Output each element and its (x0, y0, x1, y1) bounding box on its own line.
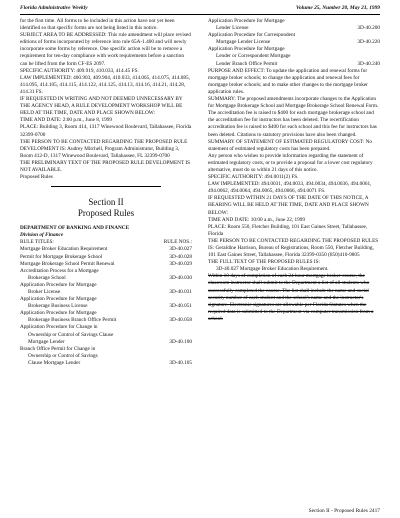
requested-paragraph: IF REQUESTED WITHIN 21 DAYS OF THE DATE OF THIS NOTICE, A HEARING WILL BE HELD AT THE TIME, DATE AND PLACE SHOWN BELOW: (208, 195, 369, 216)
rule-number: 3D-40.029 (169, 260, 192, 267)
rule-row (208, 53, 380, 60)
law-paragraph: LAW IMPLEMENTED: 400.903, 409.904, 410.033, 414.065, 414.075, 414.085, 414.095, 414.105, 414.115, 414.122, 414.125, 414.13, 414.16, 414.21, 414.28, 414.31 FS. (20, 74, 190, 95)
rule-title: Brokerage Business License (28, 303, 88, 310)
rule-row (20, 339, 192, 346)
place-paragraph: PLACE: Building 3, Room 414, 1317 Winewood Boulevard, Tallahassee, Florida 32399-0700 (20, 124, 192, 138)
rule-title: Application Procedure for Mortgage (20, 296, 97, 303)
rule-number: 3D-40.051 (169, 303, 192, 310)
rule-table-header (20, 239, 192, 246)
section-divider (51, 186, 161, 187)
issue-info: Volume 25, Number 20, May 21, 1999 (295, 5, 380, 11)
contact-paragraph: THE PERSON TO BE CONTACTED REGARDING THE PROPOSED RULE DEVELOPMENT IS: Audrey Mitchell, Program Administrator, Building 3, Room 412-D, 1317 Winewood Boulevard, Tallahassee, FL 32399-0700 (20, 138, 188, 159)
rule-row (20, 268, 192, 275)
rule-row (20, 246, 192, 253)
rule-title: Application Procedure for Mortgage (208, 46, 285, 53)
full-text-label: THE FULL TEXT OF THE PROPOSED RULES IS: (208, 259, 320, 266)
rule-title: Application Procedure for Mortgage (208, 18, 285, 24)
proposed-label: Proposed Rules (20, 174, 53, 181)
left-column (20, 18, 192, 367)
rule-row (20, 324, 192, 331)
rule-row (20, 275, 192, 282)
rule-row (20, 254, 192, 261)
law-paragraph: LAW IMPLEMENTED: 494.0031, 494.0033, 494.0034, 494.0036, 494.0061, 494.0062, 494.0064, 494.0065, 494.0066, 494.0071 FS. (208, 181, 372, 195)
contact-paragraph: THE PERSON TO BE CONTACTED REGARDING THE PROPOSED RULES IS: Geraldine Harrison, Bureau of Registrations, Room 550, Fletcher Building, 101 East Gaines Street, Tallahassee, Florida 32399-0350 (850)410-9805 (208, 237, 379, 259)
rule-number: 3D-40.027 (169, 246, 192, 253)
rule-title: Application Procedure for Mortgage (20, 310, 97, 317)
rule-number: 3D-40.028 (169, 253, 192, 260)
rule-title: Mortgage Brokerage School Permit Renewal (20, 260, 115, 267)
rule-title: Mortgage Broker Education Requirement (20, 246, 108, 253)
any-person-paragraph: Any person who wishes to provide information regarding the statement of estimated regulatory costs, or to provide a proposal for a lower cost regulatory alternative, must do so within 21 days of this notice. (208, 152, 373, 173)
rule-row (20, 296, 192, 303)
rule-row (20, 360, 192, 367)
purpose-paragraph: PURPOSE AND EFFECT: To update the application and renewal forms for mortgage broker schools; to change the application and renewal fees for mortgage broker schools; and to make other changes to the mortgage broker application rules. (208, 67, 368, 95)
rule-heading: 3D-40.027 Mortgage Broker Education Requirement. (216, 266, 329, 273)
division-name: Division of Finance (20, 232, 64, 239)
rule-title: Brokerage School (28, 274, 66, 281)
rule-titles-header: RULE TITLES: (20, 239, 54, 246)
rule-number: 3D-40.100 (169, 338, 192, 345)
page-footer: Section II - Proposed Rules 2417 (308, 508, 380, 514)
rule-title: Ownership or Control of Savings (28, 352, 98, 359)
section-title: Proposed Rules (77, 208, 135, 219)
rule-row (20, 332, 192, 339)
rule-row (20, 261, 192, 268)
rule-title: Lender or Correspondent Mortgage (216, 53, 291, 60)
rule-row (20, 353, 192, 360)
struck-text: Within 10 days of completion of each 24 hour mortgage broker course, the classroom instructor shall submit to the Department a list of all students who successfully completed the course. The list shall include the name and social security number of each student and the school's name and the instructor's signature. Electronic signatures are allowable per Florida Statutes when the required data is submitted to the Department via computer transmission from a school. (208, 273, 374, 322)
rule-title: Broker License (28, 289, 61, 295)
rule-number: 3D-40.105 (169, 359, 192, 366)
rule-title: Mortgage Lender License (216, 39, 271, 46)
rule-title: Mortgage Lender (28, 338, 65, 345)
requested-paragraph: IF REQUESTED IN WRITING AND NOT DEEMED UNNECESSARY BY THE AGENCY HEAD, A RULE DEVELOPMENT WORKSHOP WILL BE HELD AT THE TIME, DATE AND PLACE SHOWN BELOW: (20, 96, 183, 117)
authority-paragraph: SPECIFIC AUTHORITY: 409.919, 410.033, 414.45 FS. (20, 67, 139, 74)
rule-number: 3D-40.200 (357, 25, 380, 32)
rule-title: Application Procedure for Change in (20, 324, 98, 331)
rule-list-left (20, 246, 192, 367)
rule-title: Clause Mortgage Lender (28, 359, 81, 366)
rule-row (20, 282, 192, 289)
rule-title: Lender Branch Office Permit (216, 60, 278, 67)
rule-number: 3D-40.031 (169, 289, 192, 295)
section-heading (20, 197, 192, 219)
summary-paragraph: SUMMARY: The proposed amendments incorporate changes to the Application for Mortgage Brokerage School and Mortgage Brokerage School Renewal Form. The accreditation fee is raised to $400 for each mortgage brokerage school and the accreditation fee for instructors has been deleted. The recertification accreditation fee is raised to $400 for each school and this fee for instructors has been deleted. Citations to statutory provisions have also been changed. (208, 96, 379, 138)
rule-title: Branch Office Permit for Change in (20, 345, 96, 352)
rule-title: Lender License (216, 25, 249, 32)
rule-row (208, 61, 380, 68)
subject-paragraph: SUBJECT AREA TO BE ADDRESSED: This rule amendment will place revised editions of forms incorporated by reference into rule 65A-1.400 and will newly incorporate some forms by reference. One specific action will be to remove a requirement for ten-day compliance with work requirements before a sanction can be lifted from the form CF-ES 2097. (20, 32, 191, 67)
rule-row (208, 32, 380, 39)
rule-row (20, 346, 192, 353)
rule-title: Application Procedure for Correspondent (208, 32, 296, 39)
publication-title: Florida Administrative Weekly (20, 5, 88, 11)
rule-list-right (208, 18, 380, 68)
rule-number: 3D-40.240 (357, 60, 380, 67)
rule-number: 3D-40.058 (169, 317, 192, 324)
rule-title: Brokerage Business Branch Office Permit (28, 317, 117, 324)
rule-row (208, 18, 380, 25)
department-name: DEPARTMENT OF BANKING AND FINANCE (20, 225, 130, 232)
rule-nos-header: RULE NOS.: (163, 239, 192, 246)
rule-number: 3D-40.030 (169, 274, 192, 281)
rule-row (208, 46, 380, 53)
prelim-paragraph: THE PRELIMINARY TEXT OF THE PROPOSED RULE DEVELOPMENT IS NOT AVAILABLE. (20, 159, 191, 173)
right-column (208, 18, 380, 323)
authority-paragraph: SPECIFIC AUTHORITY: 494.0011(2) FS. (208, 174, 299, 181)
time-paragraph: TIME AND DATE: 2:00 p.m., June 8, 1999 (20, 117, 113, 124)
rule-title: Ownership or Control of Savings Clause (28, 331, 114, 338)
rule-number: 3D-40.220 (357, 39, 380, 46)
rule-title: Application Procedure for Mortgage (20, 281, 97, 288)
place-paragraph: PLACE: Room 550, Fletcher Building, 101 East Gaines Street, Tallahassee, Florida (208, 223, 368, 237)
section-number: Section II (88, 197, 124, 208)
rule-title: Accreditation Process for a Mortgage (20, 267, 99, 274)
sorc-paragraph: SUMMARY OF STATEMENT OF ESTIMATED REGULATORY COST: No statement of estimated regulatory costs has been prepared. (208, 138, 372, 152)
intro-paragraph: for the first time. All forms to be included in this action have not yet been identified so that specific forms are not being listed in this notice. (20, 18, 175, 32)
rule-title: Permit for Mortgage Brokerage School (20, 253, 103, 260)
running-header (20, 4, 380, 15)
time-paragraph: TIME AND DATE: 10:00 a.m., June 22, 1999 (208, 216, 305, 223)
